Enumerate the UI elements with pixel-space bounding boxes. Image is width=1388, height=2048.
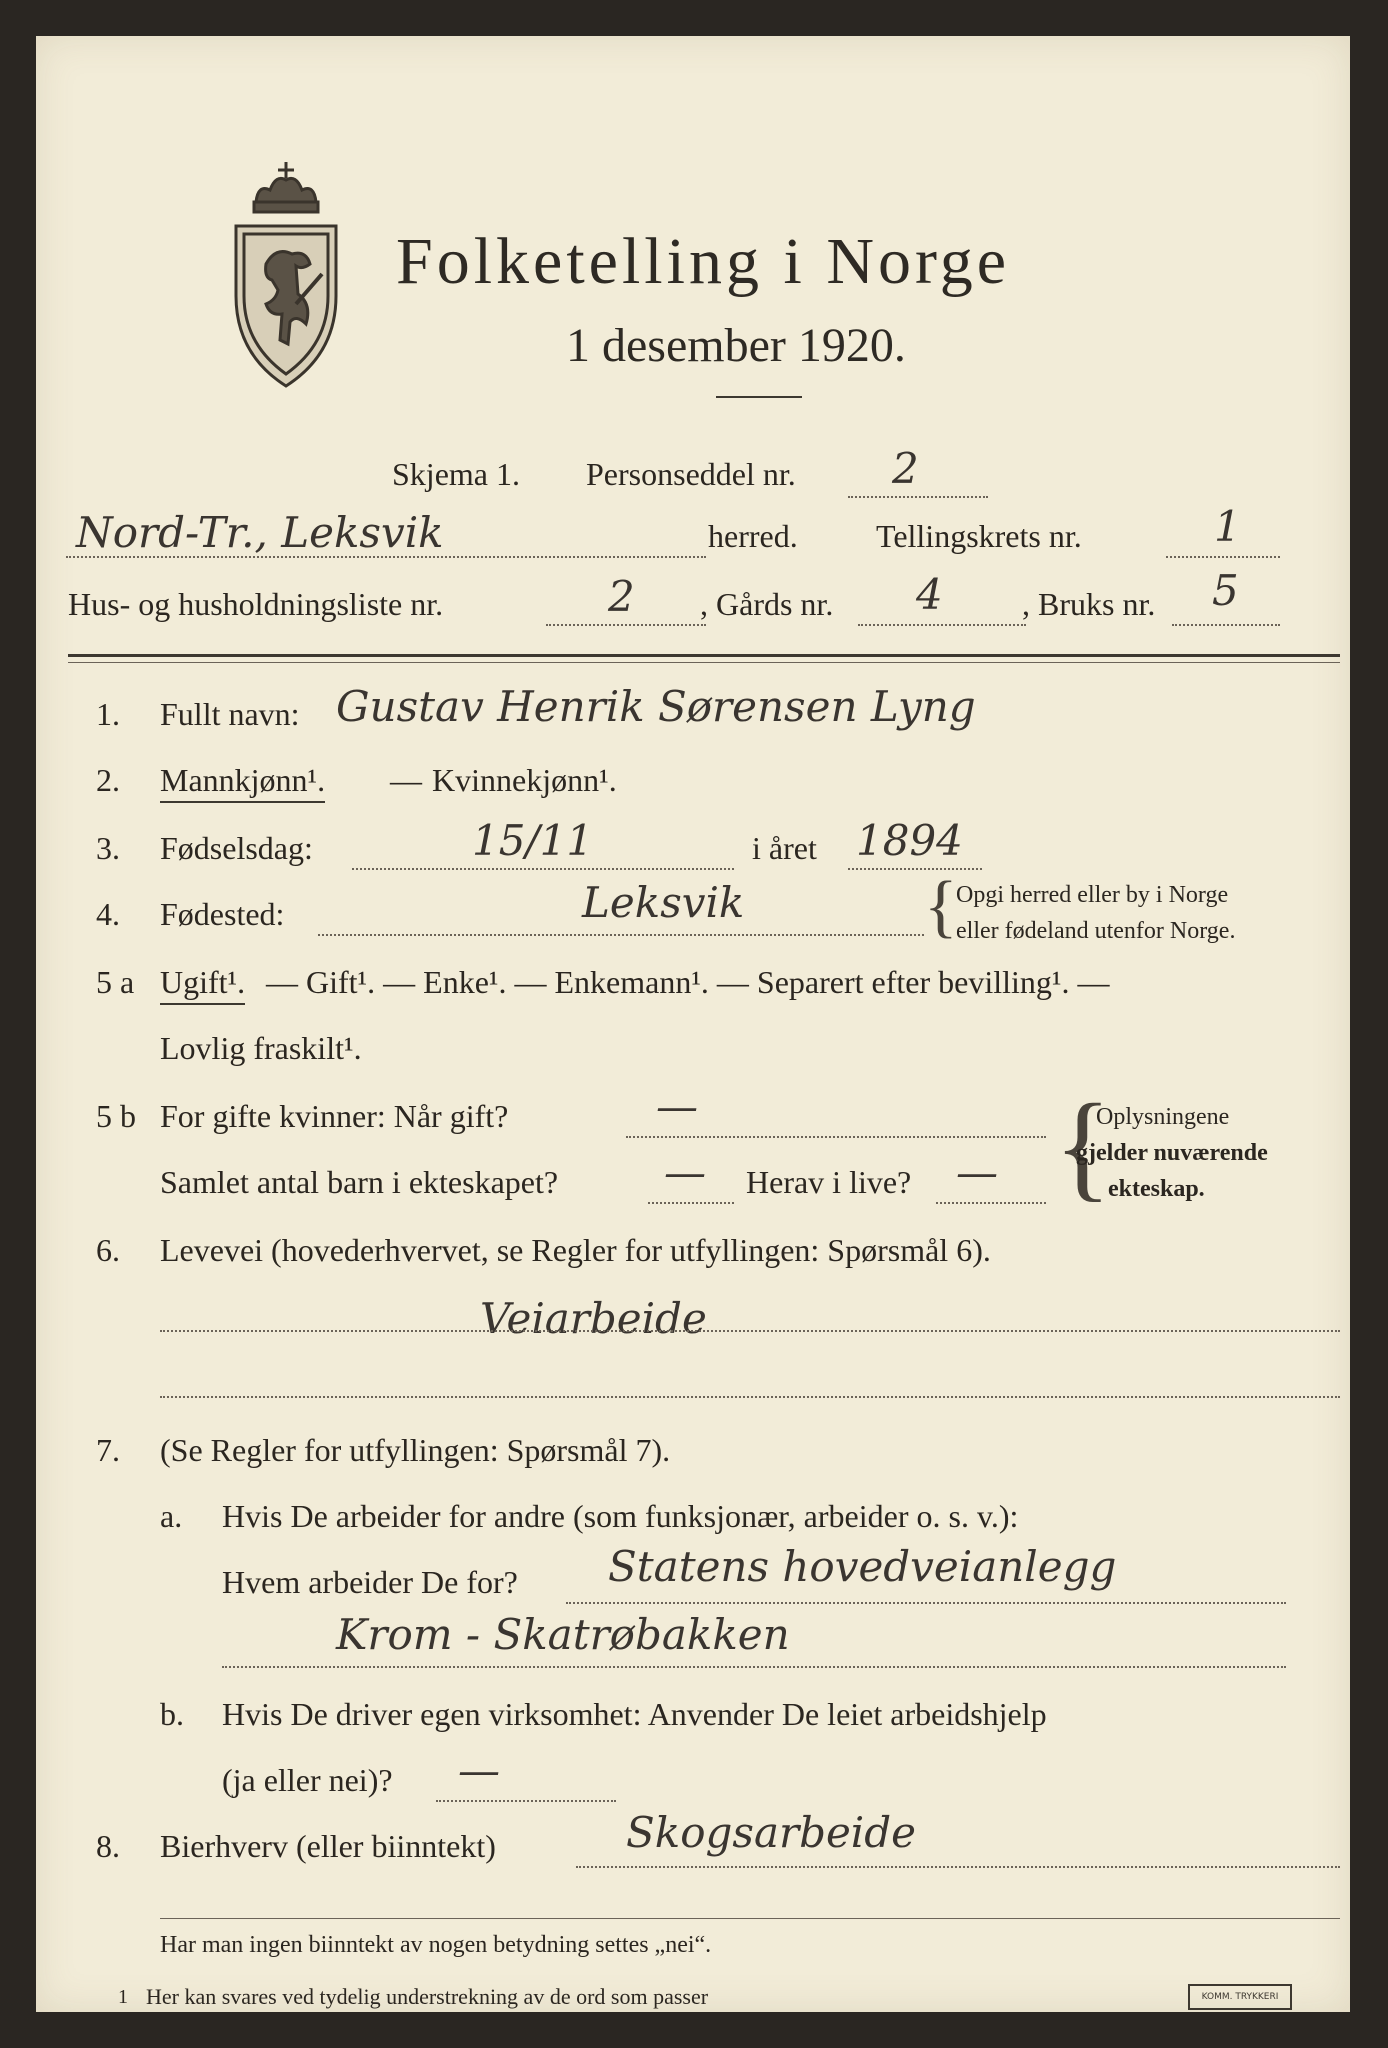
q3-year-label: i året bbox=[752, 830, 817, 866]
q3-year-line bbox=[848, 868, 982, 870]
q2-separator: — bbox=[390, 762, 422, 798]
q6-number: 6. bbox=[96, 1232, 120, 1268]
herred-label: herred. bbox=[708, 518, 798, 554]
q5b-line bbox=[626, 1136, 1046, 1138]
tellingskrets-label: Tellingskrets nr. bbox=[876, 518, 1082, 554]
q5b-number: 5 b bbox=[96, 1098, 136, 1134]
footer-divider bbox=[160, 1918, 1340, 1919]
q5a-ugift-option: Ugift¹. bbox=[160, 964, 245, 1005]
q7b-sub-label: (ja eller nei)? bbox=[222, 1762, 393, 1798]
q5b-label: For gifte kvinner: Når gift? bbox=[160, 1098, 509, 1134]
bruks-label: , Bruks nr. bbox=[1022, 586, 1156, 622]
q5a-number: 5 a bbox=[96, 964, 135, 1000]
q3-year-value: 1894 bbox=[856, 816, 963, 865]
q3-label: Fødselsdag: bbox=[160, 830, 313, 866]
q1-number: 1. bbox=[96, 696, 120, 732]
q6-label: Levevei (hovederhvervet, se Regler for utfyllingen: Spørsmål 6). bbox=[160, 1232, 991, 1268]
q7-number: 7. bbox=[96, 1432, 120, 1468]
q7b-value: — bbox=[458, 1746, 500, 1795]
printer-stamp: KOMM. TRYKKERI bbox=[1188, 1984, 1292, 2010]
q7a-line2 bbox=[222, 1666, 1286, 1668]
norwegian-coat-of-arms-icon bbox=[226, 154, 346, 394]
q5b-children-value: — bbox=[664, 1148, 706, 1197]
q5a-line2: Lovlig fraskilt¹. bbox=[160, 1030, 362, 1066]
q7a-value-line1: Statens hovedveianlegg bbox=[608, 1542, 1117, 1591]
header-divider-thin bbox=[68, 662, 1340, 663]
q7a-label: Hvis De arbeider for andre (som funksjonær, arbeider o. s. v.): bbox=[222, 1498, 1019, 1534]
form-title: Folketelling i Norge bbox=[396, 225, 1011, 298]
gards-value: 4 bbox=[916, 570, 943, 619]
q5b-note-line1: Oplysningene bbox=[1096, 1104, 1230, 1130]
q7a-line1 bbox=[566, 1602, 1286, 1604]
q4-brace: { bbox=[924, 868, 958, 945]
gards-label: , Gårds nr. bbox=[700, 586, 834, 622]
tellingskrets-line bbox=[1166, 556, 1280, 558]
q6-line1 bbox=[160, 1330, 1340, 1332]
q1-value: Gustav Henrik Sørensen Lyng bbox=[336, 682, 976, 731]
q5b-brace: { bbox=[1054, 1079, 1112, 1212]
q4-number: 4. bbox=[96, 896, 120, 932]
footnote-text: Her kan svares ved tydelig understrekning av de ord som passer bbox=[146, 1984, 709, 2009]
q2-number: 2. bbox=[96, 762, 120, 798]
q5b-alive-value: — bbox=[956, 1148, 998, 1197]
q3-value: 15/11 bbox=[472, 816, 594, 865]
q3-number: 3. bbox=[96, 830, 120, 866]
q6-line2 bbox=[160, 1396, 1340, 1398]
husliste-label: Hus- og husholdningsliste nr. bbox=[68, 586, 444, 622]
q5b-children-label: Samlet antal barn i ekteskapet? bbox=[160, 1164, 559, 1200]
footnote-mark: 1 bbox=[118, 1986, 128, 2008]
q7a-sub-label: Hvem arbeider De for? bbox=[222, 1564, 518, 1600]
q5b-alive-line bbox=[936, 1202, 1046, 1204]
husliste-line bbox=[546, 624, 706, 626]
title-divider bbox=[716, 396, 802, 398]
q6-value: Veiarbeide bbox=[480, 1294, 707, 1343]
bruks-line bbox=[1172, 624, 1280, 626]
tellingskrets-value: 1 bbox=[1214, 502, 1241, 551]
census-form-page bbox=[36, 36, 1350, 2012]
header-divider bbox=[68, 654, 1340, 657]
bruks-value: 5 bbox=[1212, 566, 1239, 615]
q7-label: (Se Regler for utfyllingen: Spørsmål 7). bbox=[160, 1432, 671, 1468]
q5b-note-line3: ekteskap. bbox=[1108, 1176, 1205, 1202]
q4-label: Fødested: bbox=[160, 896, 285, 932]
q5b-value: — bbox=[656, 1082, 698, 1131]
q4-line bbox=[318, 934, 924, 936]
personseddel-line bbox=[848, 496, 988, 498]
q5b-alive-label: Herav i live? bbox=[746, 1164, 912, 1200]
q7b-label: Hvis De driver egen virksomhet: Anvender De leiet arbeidshjelp bbox=[222, 1696, 1047, 1732]
herred-value: Nord-Tr., Leksvik bbox=[76, 508, 444, 557]
q8-label: Bierhverv (eller biinntekt) bbox=[160, 1828, 496, 1864]
husliste-value: 2 bbox=[608, 572, 635, 621]
q4-note-line1: Opgi herred eller by i Norge bbox=[956, 882, 1229, 908]
q5b-note-line2: gjelder nuværende bbox=[1076, 1140, 1268, 1166]
q1-label: Fullt navn: bbox=[160, 696, 300, 732]
q4-value: Leksvik bbox=[582, 878, 745, 927]
q3-line bbox=[352, 868, 734, 870]
q7a-number: a. bbox=[160, 1498, 183, 1534]
q8-number: 8. bbox=[96, 1828, 120, 1864]
q2-male-option: Mannkjønn¹. bbox=[160, 762, 325, 803]
gards-line bbox=[858, 624, 1026, 626]
q7a-value-line2: Krom - Skatrøbakken bbox=[336, 1610, 790, 1659]
q8-line bbox=[576, 1866, 1340, 1868]
footer-note: Har man ingen biinntekt av nogen betydning settes „nei“. bbox=[160, 1932, 712, 1958]
census-date: 1 desember 1920. bbox=[566, 319, 906, 372]
q5b-children-line bbox=[648, 1202, 734, 1204]
q8-value: Skogsarbeide bbox=[626, 1808, 916, 1857]
q7b-number: b. bbox=[160, 1696, 184, 1732]
skjema-label: Skjema 1. bbox=[392, 456, 520, 492]
q2-female-option: Kvinnekjønn¹. bbox=[432, 762, 617, 798]
q5a-other-options: — Gift¹. — Enke¹. — Enkemann¹. — Separert efter bevilling¹. — bbox=[266, 964, 1110, 1000]
q7b-line bbox=[436, 1800, 616, 1802]
q4-note-line2: eller fødeland utenfor Norge. bbox=[956, 918, 1236, 944]
personseddel-label: Personseddel nr. bbox=[586, 456, 796, 492]
personseddel-value: 2 bbox=[892, 444, 919, 493]
